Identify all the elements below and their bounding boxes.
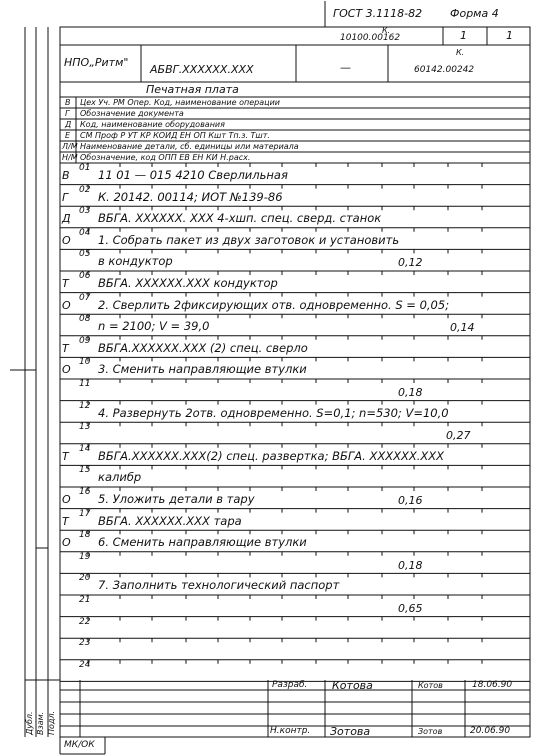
row-text: в кондуктор — [98, 254, 173, 269]
developed-label: Разраб. — [272, 680, 308, 690]
row-text: ВБГА.XXXXXX.XXX(2) спец. развертка; ВБГА. XXXXXX.XXX — [98, 448, 445, 463]
row-number: 21 — [79, 595, 91, 605]
row-number: 14 — [79, 443, 91, 454]
control-signature: Зотов — [418, 727, 443, 736]
row-text: 7. Заполнить технологический паспорт — [98, 578, 340, 593]
row-text: калибр — [98, 470, 142, 485]
row-number: 15 — [79, 465, 91, 476]
dash-field: — — [340, 61, 351, 74]
form-code: МК/ОК — [64, 740, 95, 750]
legend-row-5: Наименование детали, сб. единицы или материала — [80, 142, 299, 151]
row-number: 23 — [79, 638, 91, 649]
row-text: 11 01 — 015 4210 Сверлильная — [98, 168, 288, 182]
row-prefix: О — [62, 493, 71, 506]
code-2: 60142.00242 — [414, 65, 475, 75]
row-number: 17 — [79, 508, 91, 519]
row-text: 6. Сменить направляющие втулки — [98, 535, 307, 550]
legend-row-6: Обозначение, код ОПП ЕВ ЕН КИ Н.расх. — [80, 153, 251, 162]
row-prefix: Д — [62, 212, 71, 226]
row-prefix: Т — [62, 449, 69, 463]
row-prefix: Г — [62, 190, 69, 204]
row-number: 24 — [79, 659, 91, 670]
row-text: 4. Развернуть 2отв. одновременно. S=0,1; n=530; V=10,0 — [98, 405, 449, 420]
legend-prefix-3: Д — [65, 120, 72, 129]
row-number: 02 — [79, 184, 91, 195]
k-label: К. — [382, 26, 391, 35]
row-number: 09 — [79, 335, 91, 346]
row-prefix: Т — [62, 341, 69, 355]
sheets-total: 1 — [506, 29, 513, 42]
row-time-value: 0,14 — [450, 321, 475, 335]
legend-prefix-1: В — [65, 98, 71, 107]
row-number: 16 — [79, 487, 91, 497]
row-time-value: 0,18 — [398, 386, 423, 399]
row-time-value: 0,12 — [398, 256, 423, 270]
legend-row-3: Код, наименование оборудования — [80, 120, 225, 129]
row-time-value: 0,65 — [398, 602, 423, 615]
row-number: 13 — [79, 422, 91, 433]
row-number: 05 — [79, 249, 91, 260]
row-number: 22 — [79, 616, 91, 627]
row-text: 2. Сверлить 2фиксирующих отв. одновременно. S = 0,05; — [98, 297, 450, 312]
row-number: 06 — [79, 271, 91, 281]
row-number: 20 — [79, 573, 91, 584]
row-prefix: О — [62, 363, 71, 377]
row-text: ВБГА.XXXXXX.XXX (2) спец. сверло — [98, 340, 308, 355]
row-prefix: Т — [62, 277, 69, 290]
row-prefix: О — [62, 233, 71, 247]
row-text: 5. Уложить детали в тару — [98, 492, 255, 506]
legend-prefix-5: Л/М — [62, 142, 78, 151]
row-number: 04 — [79, 227, 91, 238]
row-time-value: 0,16 — [398, 494, 423, 507]
row-number: 18 — [79, 530, 91, 541]
gost-label: ГОСТ 3.1118-82 — [333, 7, 423, 20]
k-label-2: К. — [456, 48, 465, 57]
row-text: ВБГА. XXXXXX.XXX кондуктор — [98, 276, 278, 290]
developed-signature: Котов — [418, 681, 443, 690]
row-number: 07 — [79, 292, 91, 303]
sheet-number: 1 — [460, 29, 467, 42]
row-text: 3. Сменить направляющие втулки — [98, 362, 307, 377]
row-number: 10 — [79, 357, 91, 368]
legend-prefix-4: Е — [65, 131, 71, 140]
form-label: Форма 4 — [450, 7, 499, 20]
control-label: Н.контр. — [270, 726, 311, 736]
row-number: 11 — [79, 379, 91, 389]
row-prefix: О — [62, 298, 71, 312]
product-name: Печатная плата — [146, 83, 239, 96]
side-label-dubl: Дубл. — [25, 711, 34, 735]
legend-row-1: Цех Уч. РМ Опер. Код, наименование операции — [80, 98, 280, 107]
row-text: ВБГА. XXXXXX. XXX 4-хшп. спец. сверд. станок — [98, 211, 382, 226]
row-text: 1. Собрать пакет из двух заготовок и установить — [98, 232, 400, 247]
side-label-vzam: Взам. — [36, 711, 45, 735]
developed-name: Котова — [332, 679, 373, 692]
legend-row-2: Обозначение документа — [80, 109, 184, 118]
row-text: n = 2100; V = 39,0 — [98, 319, 210, 334]
organization: НПО„Ритм" — [64, 56, 129, 69]
row-prefix: Т — [62, 514, 69, 528]
doc-code: 10100.00162 — [340, 33, 401, 43]
row-number: 01 — [79, 163, 91, 173]
side-label-podl: Подл. — [47, 710, 56, 735]
legend-row-4: СМ Проф Р УТ КР КОИД ЕН ОП Кшт Тп.з. Тшт. — [80, 131, 270, 140]
row-number: 03 — [79, 206, 91, 217]
row-text: К. 20142. 00114; ИОТ №139-86 — [98, 189, 283, 204]
row-time-value: 0,18 — [398, 558, 423, 572]
legend-prefix-2: Г — [65, 109, 70, 118]
row-number: 19 — [79, 551, 91, 562]
row-time-value: 0,27 — [446, 429, 471, 443]
control-date: 20.06.90 — [470, 726, 511, 736]
row-number: 08 — [79, 314, 91, 325]
designation: АБВГ.XXXXXX.XXX — [150, 63, 254, 76]
developed-date: 18.06.90 — [472, 680, 513, 690]
control-name: Зотова — [330, 725, 371, 738]
row-prefix: О — [62, 536, 71, 550]
row-prefix: В — [62, 169, 70, 182]
legend-prefix-6: Н/М — [62, 153, 78, 162]
row-text: ВБГА. XXXXXX.XXX тара — [98, 513, 242, 528]
row-number: 12 — [79, 400, 91, 411]
